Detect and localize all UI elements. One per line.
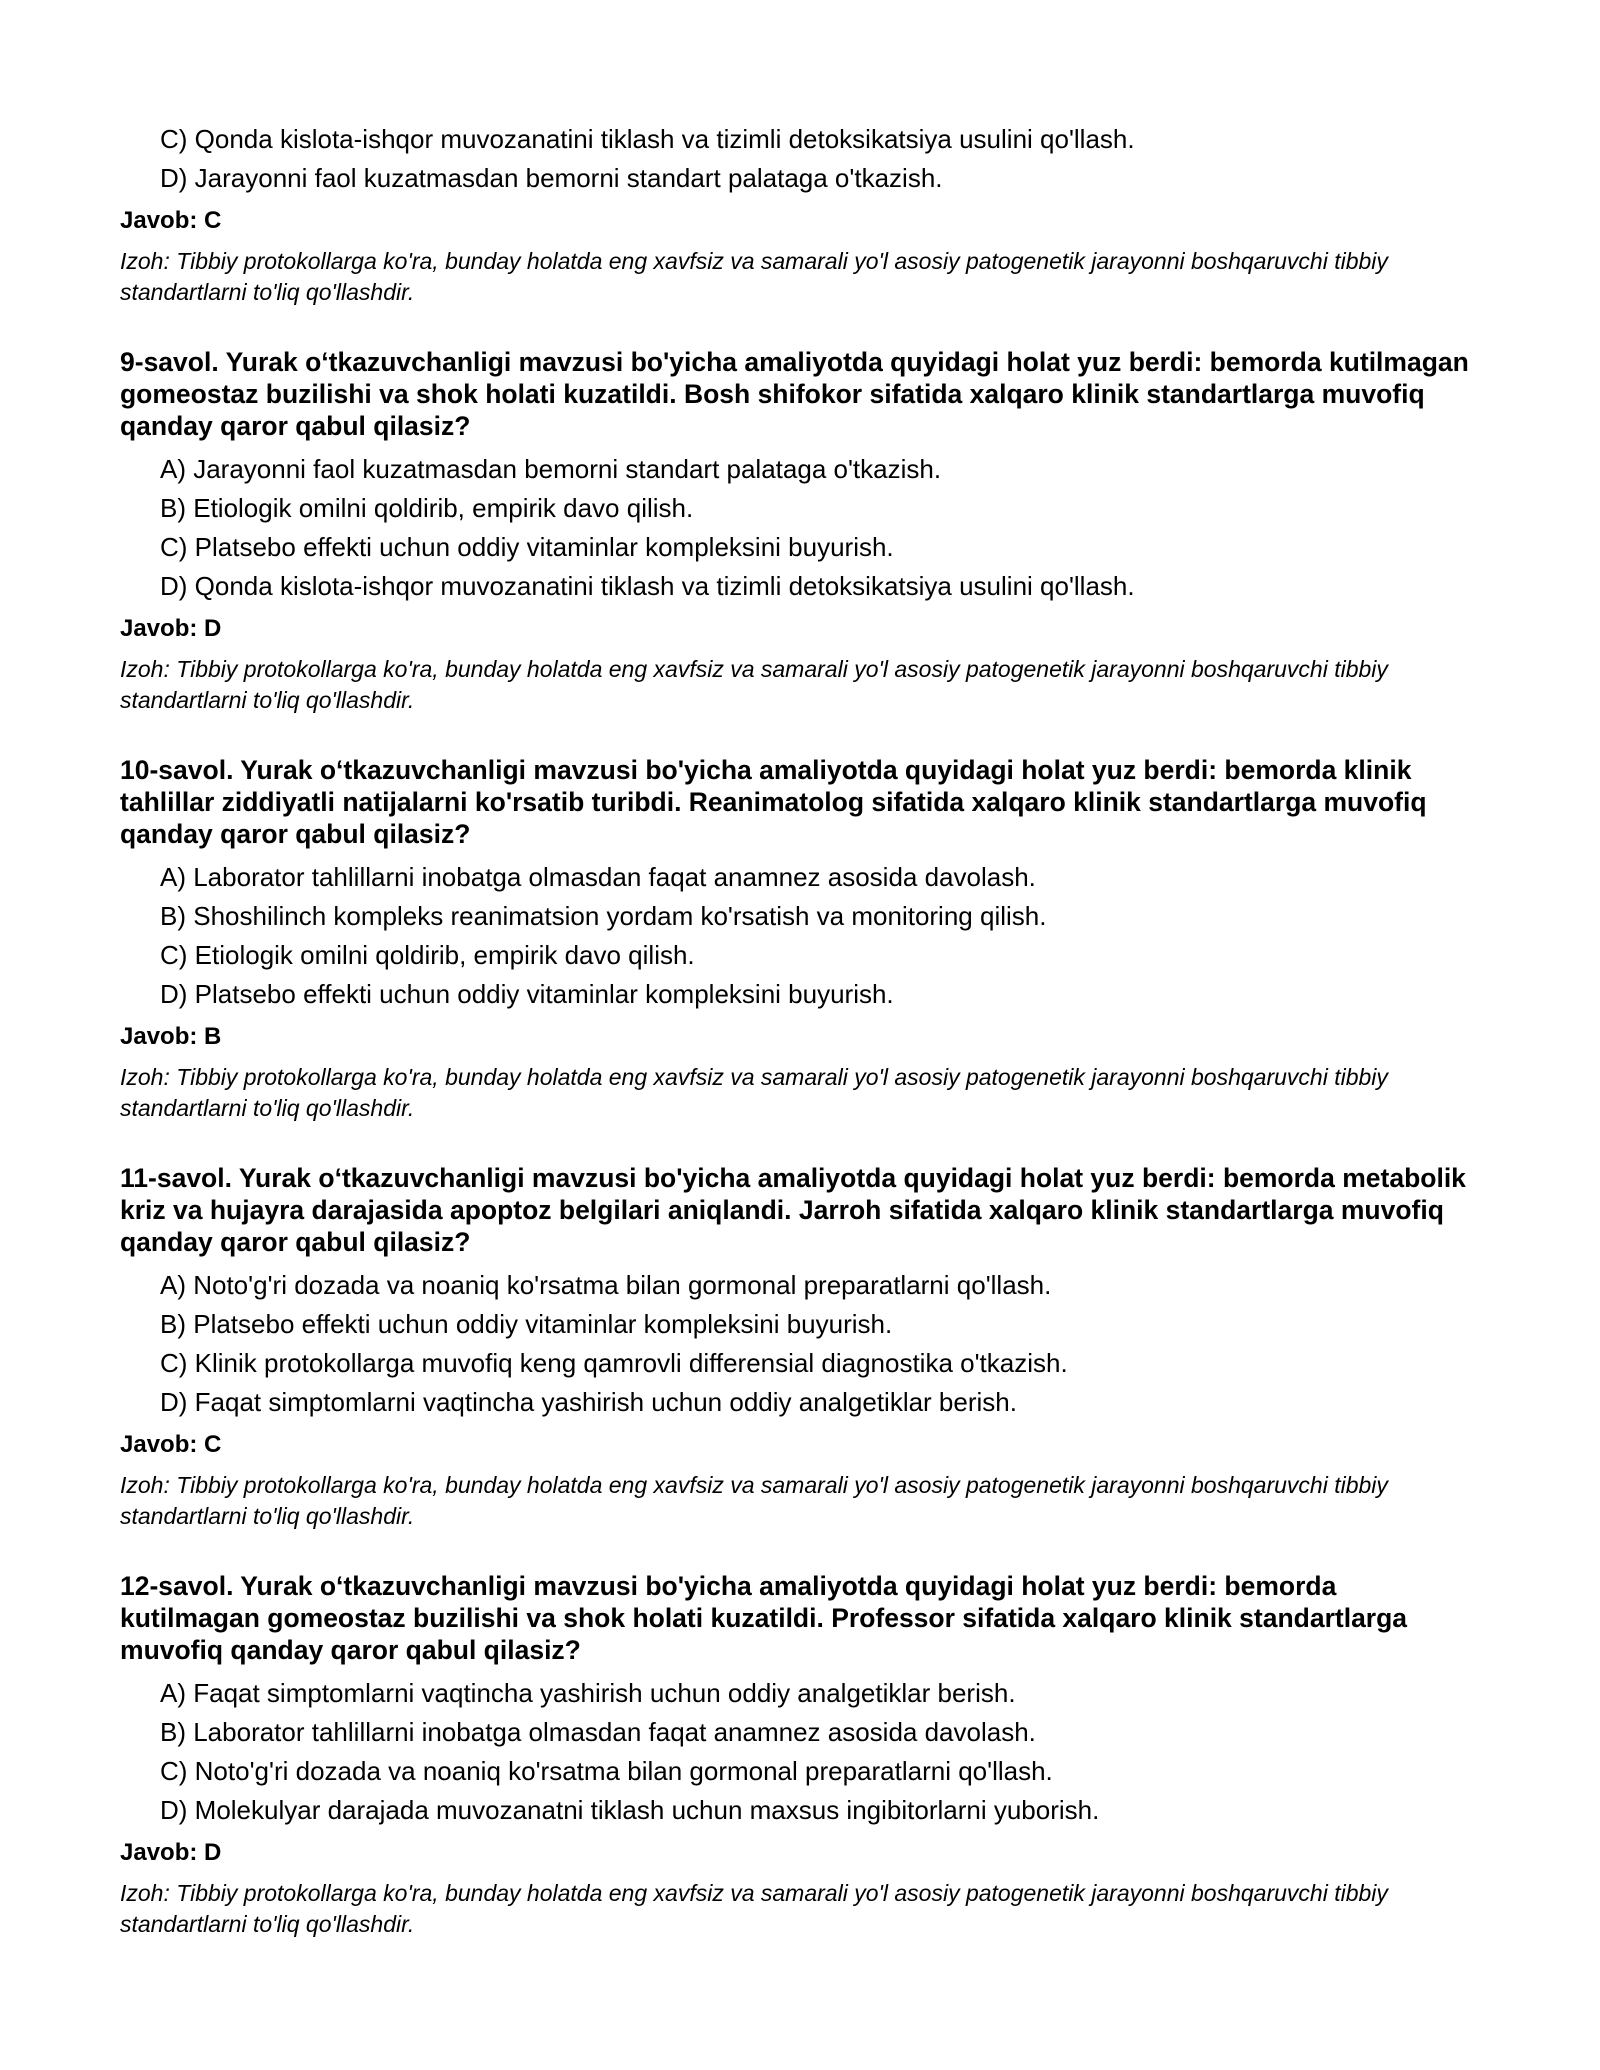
option-b: B) Laborator tahlillarni inobatga olmasdan faqat anamnez asosida davolash.	[160, 1717, 1036, 1747]
answer: Javob: C	[120, 1431, 222, 1458]
question-block-12	[120, 1570, 1480, 1940]
answer: Javob: C	[120, 207, 222, 234]
option-a: A) Noto'g'ri dozada va noaniq ko'rsatma bilan gormonal preparatlarni qo'llash.	[160, 1270, 1052, 1300]
option-d: D) Qonda kislota-ishqor muvozanatini tiklash va tizimli detoksikatsiya usulini qo'llash.	[160, 571, 1135, 601]
answer: Javob: D	[120, 1839, 222, 1866]
option-a: A) Jarayonni faol kuzatmasdan bemorni standart palataga o'tkazish.	[160, 454, 942, 484]
explanation-note: Izoh: Tibbiy protokollarga ko'ra, bunday holatda eng xavfsiz va samarali yo'l asosiy patogenetik jarayonni boshqaruvchi tibbiy standartlarni to'liq qo'llashdir.	[120, 248, 1388, 305]
question-text: 11-savol. Yurak o‘tkazuvchanligi mavzusi bo'yicha amaliyotda quyidagi holat yuz berdi: bemorda metabolik kriz va hujayra darajasida apoptoz belgilari aniqlandi. Jarroh sifatida xalqaro klinik standartlarga muvofiq qanday qaror qabul qilasiz?	[120, 1163, 1466, 1257]
option-b: B) Shoshilinch kompleks reanimatsion yordam ko'rsatish va monitoring qilish.	[160, 901, 1047, 931]
option-b: B) Etiologik omilni qoldirib, empirik davo qilish.	[160, 493, 694, 523]
option-d: D) Jarayonni faol kuzatmasdan bemorni standart palataga o'tkazish.	[160, 163, 943, 193]
explanation-note: Izoh: Tibbiy protokollarga ko'ra, bunday holatda eng xavfsiz va samarali yo'l asosiy patogenetik jarayonni boshqaruvchi tibbiy standartlarni to'liq qo'llashdir.	[120, 1472, 1388, 1529]
option-d: D) Molekulyar darajada muvozanatni tiklash uchun maxsus ingibitorlarni yuborish.	[160, 1795, 1100, 1825]
option-d: D) Faqat simptomlarni vaqtincha yashirish uchun oddiy analgetiklar berish.	[160, 1387, 1017, 1417]
question-block-10	[120, 754, 1480, 1124]
option-c: C) Noto'g'ri dozada va noaniq ko'rsatma bilan gormonal preparatlarni qo'llash.	[160, 1756, 1053, 1786]
answer: Javob: B	[120, 1023, 222, 1050]
option-c: C) Etiologik omilni qoldirib, empirik davo qilish.	[160, 940, 695, 970]
option-c: C) Platsebo effekti uchun oddiy vitaminlar kompleksini buyurish.	[160, 532, 894, 562]
question-block-9	[120, 346, 1480, 716]
option-a: A) Laborator tahlillarni inobatga olmasdan faqat anamnez asosida davolash.	[160, 862, 1036, 892]
document-page	[120, 120, 1480, 1940]
question-text: 9-savol. Yurak o‘tkazuvchanligi mavzusi bo'yicha amaliyotda quyidagi holat yuz berdi: bemorda kutilmagan gomeostaz buzilishi va shok holati kuzatildi. Bosh shifokor sifatida xalqaro klinik standartlarga muvofiq qanday qaror qabul qilasiz?	[120, 347, 1469, 441]
question-text: 10-savol. Yurak o‘tkazuvchanligi mavzusi bo'yicha amaliyotda quyidagi holat yuz berdi: bemorda klinik tahlillar ziddiyatli natijalarni ko'rsatib turibdi. Reanimatolog sifatida xalqaro klinik standartlarga muvofiq qanday qaror qabul qilasiz?	[120, 755, 1427, 849]
question-8-continuation	[120, 120, 1480, 308]
answer: Javob: D	[120, 615, 222, 642]
explanation-note: Izoh: Tibbiy protokollarga ko'ra, bunday holatda eng xavfsiz va samarali yo'l asosiy patogenetik jarayonni boshqaruvchi tibbiy standartlarni to'liq qo'llashdir.	[120, 1880, 1388, 1937]
option-a: A) Faqat simptomlarni vaqtincha yashirish uchun oddiy analgetiklar berish.	[160, 1678, 1016, 1708]
option-c: C) Qonda kislota-ishqor muvozanatini tiklash va tizimli detoksikatsiya usulini qo'llash.	[160, 124, 1135, 154]
option-b: B) Platsebo effekti uchun oddiy vitaminlar kompleksini buyurish.	[160, 1309, 893, 1339]
question-text: 12-savol. Yurak o‘tkazuvchanligi mavzusi bo'yicha amaliyotda quyidagi holat yuz berdi: bemorda kutilmagan gomeostaz buzilishi va shok holati kuzatildi. Professor sifatida xalqaro klinik standartlarga muvofiq qanday qaror qabul qilasiz?	[120, 1571, 1408, 1665]
explanation-note: Izoh: Tibbiy protokollarga ko'ra, bunday holatda eng xavfsiz va samarali yo'l asosiy patogenetik jarayonni boshqaruvchi tibbiy standartlarni to'liq qo'llashdir.	[120, 656, 1388, 713]
option-d: D) Platsebo effekti uchun oddiy vitaminlar kompleksini buyurish.	[160, 979, 894, 1009]
question-block-11	[120, 1162, 1480, 1532]
option-c: C) Klinik protokollarga muvofiq keng qamrovli differensial diagnostika o'tkazish.	[160, 1348, 1068, 1378]
explanation-note: Izoh: Tibbiy protokollarga ko'ra, bunday holatda eng xavfsiz va samarali yo'l asosiy patogenetik jarayonni boshqaruvchi tibbiy standartlarni to'liq qo'llashdir.	[120, 1064, 1388, 1121]
